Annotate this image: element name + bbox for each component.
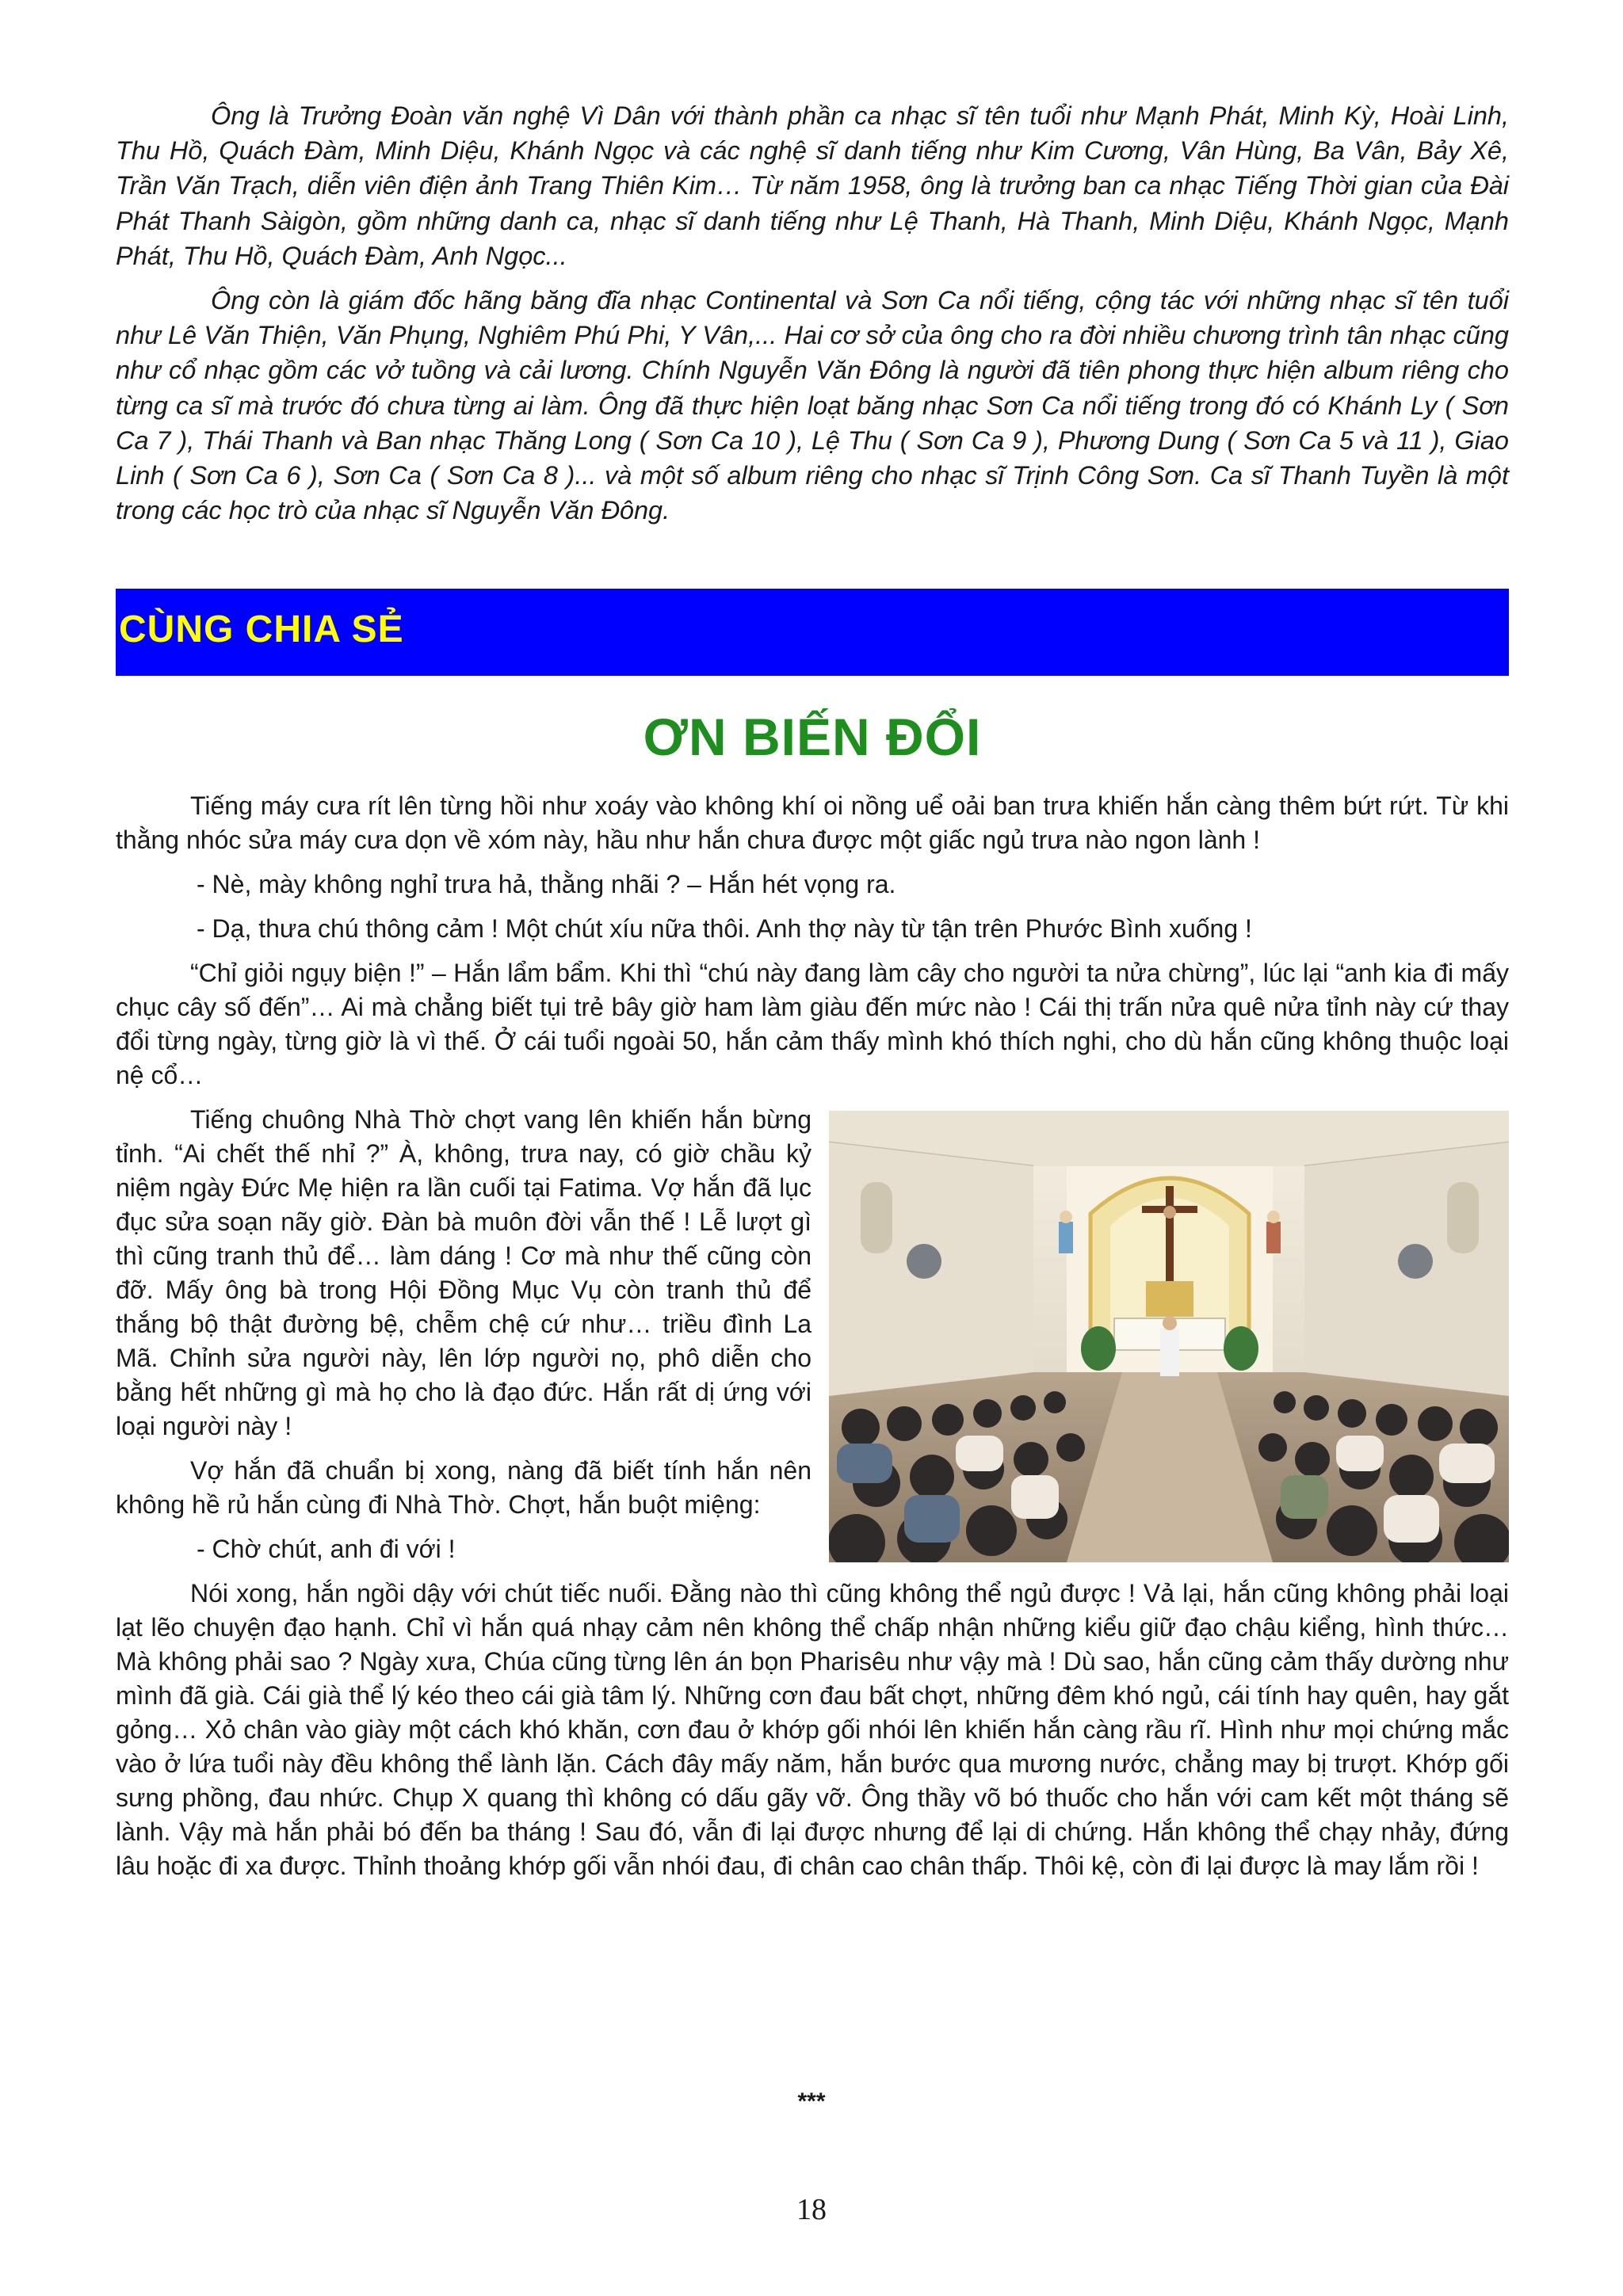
church-interior-photo: [829, 1111, 1509, 1562]
section-banner: [116, 589, 1509, 676]
intro-text: [116, 98, 1509, 537]
dialogue-line-3: - Chờ chút, anh đi với !: [197, 1535, 456, 1563]
intro-paragraph-2: Ông còn là giám đốc hãng băng đĩa nhạc Continental và Sơn Ca nổi tiếng, cộng tác với những nhạc sĩ tên tuổi như Lê Văn Thiện, Văn Phụng, Nghiêm Phú Phi, Y Vân,... Hai cơ sở của ông cho ra đời nhiều chương trình tân nhạc cũng như cổ nhạc gồm các vở tuồng và cải lương. Chính Nguyễn Văn Đông là người đã tiên phong thực hiện album riêng cho từng ca sĩ mà trước đó chưa từng ai làm. Ông đã thực hiện loạt băng nhạc Sơn Ca nổi tiếng trong đó có Khánh Ly ( Sơn Ca 7 ), Thái Thanh và Ban nhạc Thăng Long ( Sơn Ca 10 ), Lệ Thu ( Sơn Ca 9 ), Phương Dung ( Sơn Ca 5 và 11 ), Giao Linh ( Sơn Ca 6 ), Sơn Ca ( Sơn Ca 8 )... và một số album riêng cho nhạc sĩ Trịnh Công Sơn. Ca sĩ Thanh Tuyền là một trong các học trò của nhạc sĩ Nguyễn Văn Đông.: [116, 286, 1509, 525]
section-separator: ***: [797, 2088, 826, 2115]
story-paragraph-4: Vợ hắn đã chuẩn bị xong, nàng đã biết tính hắn nên không hề rủ hắn cùng đi Nhà Thờ. Chợt, hắn buột miệng:: [116, 1456, 812, 1519]
intro-paragraph-1: Ông là Trưởng Đoàn văn nghệ Vì Dân với thành phần ca nhạc sĩ tên tuổi như Mạnh Phát, Minh Kỳ, Hoài Linh, Thu Hồ, Quách Đàm, Minh Diệu, Khánh Ngọc và các nghệ sĩ danh tiếng như Kim Cương, Vân Hùng, Ba Vân, Bảy Xê, Trần Văn Trạch, diễn viên điện ảnh Trang Thiên Kim… Từ năm 1958, ông là trưởng ban ca nhạc Tiếng Thời gian của Đài Phát Thanh Sàigòn, gồm những danh ca, nhạc sĩ danh tiếng như Lệ Thanh, Hà Thanh, Minh Diệu, Khánh Ngọc, Mạnh Phát, Thu Hồ, Quách Đàm, Anh Ngọc...: [116, 101, 1509, 270]
story-paragraph-1: Tiếng máy cưa rít lên từng hồi như xoáy vào không khí oi nồng uể oải ban trưa khiến hắn càng thêm bứt rứt. Từ khi thằng nhóc sửa máy cưa dọn về xóm này, hầu như hắn chưa được một giấc ngủ trưa nào ngon lành !: [116, 791, 1509, 854]
story-paragraph-3: Tiếng chuông Nhà Thờ chợt vang lên khiến hắn bừng tỉnh. “Ai chết thế nhỉ ?” À, không, trưa nay, có giờ chầu kỷ niệm ngày Đức Mẹ hiện ra lần cuối tại Fatima. Vợ hắn đã lục đục sửa soạn nãy giờ. Đàn bà muôn đời vẫn thế ! Lễ lượt gì thì cũng tranh thủ để… làm dáng ! Cơ mà như thế cũng còn đỡ. Mấy ông bà trong Hội Đồng Mục Vụ còn tranh thủ để thắng bộ thật đường bệ, chễm chệ cứ như… triều đình La Mã. Chỉnh sửa người này, lên lớp người nọ, phô diễn cho bằng hết những gì mà họ cho là đạo đức. Hắn rất dị ứng với loại người này !: [116, 1105, 812, 1440]
page-number: 18: [796, 2193, 827, 2226]
dialogue-line-1: - Nè, mày không nghỉ trưa hả, thằng nhãi ? – Hắn hét vọng ra.: [197, 870, 896, 898]
article-title: ƠN BIẾN ĐỔI: [643, 707, 982, 766]
story-paragraph-5: Nói xong, hắn ngồi dậy với chút tiếc nuối. Đằng nào thì cũng không thể ngủ được ! Vả lại, hắn cũng không phải loại lạt lẽo chuyện đạo hạnh. Chỉ vì hắn quá nhạy cảm nên không thể chấp nhận những kiểu giữ đạo chậu kiểng, hình thức… Mà không phải sao ? Ngày xưa, Chúa cũng từng lên án bọn Pharisêu như vậy mà ! Dù sao, hắn cũng cảm thấy dường như mình đã già. Cái già thể lý kéo theo cái già tâm lý. Những cơn đau bất chợt, những đêm khó ngủ, cái tính hay quên, hay gắt gỏng… Xỏ chân vào giày một cách khó khăn, cơn đau ở khớp gối nhói lên khiến hắn càng rầu rĩ. Hình như mọi chứng mắc vào ở lứa tuổi này đều không thể lành lặn. Cách đây mấy năm, hắn bước qua mương nước, chẳng may bị trượt. Khớp gối sưng phồng, đau nhức. Chụp X quang thì không có dấu gãy vỡ. Ông thầy võ bó thuốc cho hắn với cam kết một tháng sẽ lành. Vậy mà hắn phải bó đến ba tháng ! Sau đó, vẫn đi lại được nhưng để lại di chứng. Hắn không thể chạy nhảy, đứng lâu hoặc đi xa được. Thỉnh thoảng khớp gối vẫn nhói đau, đi chân cao chân thấp. Thôi kệ, còn đi lại được là may lắm rồi !: [116, 1579, 1509, 1880]
dialogue-line-2: - Dạ, thưa chú thông cảm ! Một chút xíu nữa thôi. Anh thợ này từ tận trên Phước Bình xuống !: [197, 914, 1252, 943]
story-paragraph-2: “Chỉ giỏi ngụy biện !” – Hắn lẩm bẩm. Khi thì “chú này đang làm cây cho người ta nửa chừng”, lúc lại “anh kia đi mấy chục cây số đến”… Ai mà chẳng biết tụi trẻ bây giờ ham làm giàu đến mức nào ! Cái thị trấn nửa quê nửa tỉnh này cứ thay đổi từng ngày, từng giờ là vì thế. Ở cái tuổi ngoài 50, hắn cảm thấy mình khó thích nghi, cho dù hắn cũng không thuộc loại nệ cổ…: [116, 959, 1509, 1089]
article-body: [116, 789, 1509, 1894]
section-banner-label: CÙNG CHIA SẺ: [119, 608, 404, 650]
